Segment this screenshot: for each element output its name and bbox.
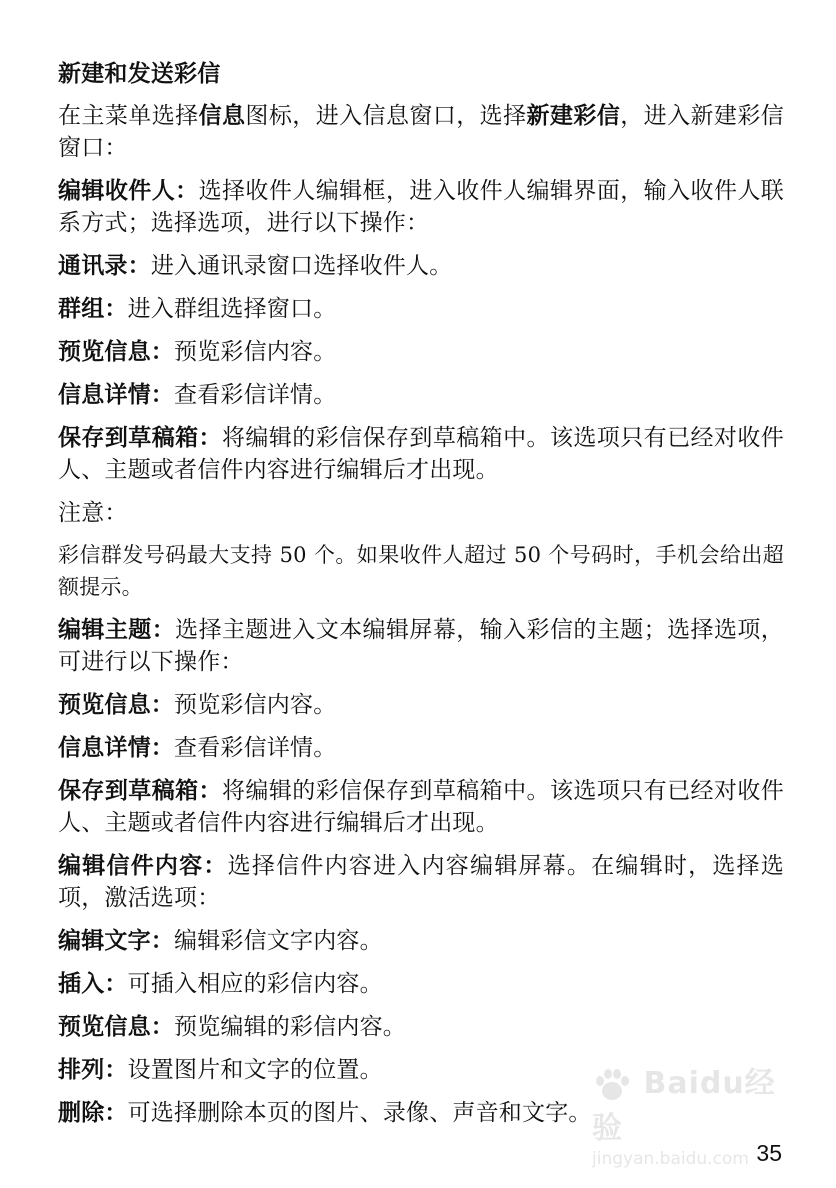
details-text-2: 查看彩信详情。 <box>174 735 337 761</box>
paw-icon <box>592 1067 632 1103</box>
insert-text: 可插入相应的彩信内容。 <box>127 971 383 997</box>
delete-term: 删除： <box>58 1100 128 1126</box>
insert-term: 插入： <box>58 971 128 997</box>
preview-text-1: 预览彩信内容。 <box>174 339 337 365</box>
edit-subject-paragraph <box>58 614 784 678</box>
intro-paragraph <box>58 100 784 164</box>
watermark-logo-text: Baidu经验 <box>592 1066 776 1146</box>
contacts-term: 通讯录： <box>58 253 151 279</box>
save-draft-text-2: 将编辑的彩信保存到草稿箱中。该选项只有已经对收件人、主题或者信件内容进行编辑后才出现。 <box>58 778 784 836</box>
note-body: 彩信群发号码最大支持 50 个。如果收件人超过 50 个号码时，手机会给出超额提示。 <box>58 543 784 599</box>
edit-recipient-paragraph <box>58 175 784 239</box>
contacts-text: 进入通讯录窗口选择收件人。 <box>150 253 453 279</box>
edit-recipient-term: 编辑收件人： <box>58 178 199 204</box>
arrange-text: 设置图片和文字的位置。 <box>127 1057 383 1083</box>
save-draft-term-1: 保存到草稿箱： <box>58 425 222 451</box>
delete-text: 可选择删除本页的图片、录像、声音和文字。 <box>127 1100 592 1126</box>
insert-paragraph <box>58 968 784 1000</box>
page-number: 35 <box>756 1140 782 1166</box>
section-heading: 新建和发送彩信 <box>58 61 221 87</box>
edit-text-paragraph <box>58 925 784 957</box>
edit-content-paragraph <box>58 850 784 914</box>
details-text-1: 查看彩信详情。 <box>174 382 337 408</box>
group-term: 群组： <box>58 296 128 322</box>
intro-term-info: 信息 <box>198 103 246 129</box>
watermark-logo <box>592 1058 792 1147</box>
intro-term-new-mms: 新建彩信 <box>526 103 621 129</box>
intro-part-1: 在主菜单选择 <box>58 103 199 129</box>
preview-term-3: 预览信息： <box>58 1014 174 1040</box>
details-term-1: 信息详情： <box>58 382 174 408</box>
edit-recipient-text: 选择收件人编辑框，进入收件人编辑界面，输入收件人联系方式；选择选项，进行以下操作： <box>58 178 784 236</box>
note-title: 注意： <box>58 500 128 526</box>
edit-text-term: 编辑文字： <box>58 928 174 954</box>
details-paragraph-2 <box>58 732 784 764</box>
preview-term-1: 预览信息： <box>58 339 174 365</box>
edit-subject-term: 编辑主题： <box>58 617 176 643</box>
edit-text-text: 编辑彩信文字内容。 <box>174 928 383 954</box>
contacts-paragraph <box>58 250 784 282</box>
edit-content-text: 选择信件内容进入内容编辑屏幕。在编辑时，选择选项，激活选项： <box>58 853 784 911</box>
group-paragraph <box>58 293 784 325</box>
arrange-term: 排列： <box>58 1057 128 1083</box>
preview-text-3: 预览编辑的彩信内容。 <box>174 1014 406 1040</box>
save-draft-paragraph-1 <box>58 422 784 486</box>
watermark-url: jingyan.baidu.com <box>592 1148 749 1169</box>
preview-paragraph-3 <box>58 1011 784 1043</box>
intro-part-3: ，进入新建彩信窗口： <box>58 103 784 161</box>
save-draft-term-2: 保存到草稿箱： <box>58 778 222 804</box>
intro-part-2: 图标，进入信息窗口，选择 <box>245 103 527 129</box>
document-page <box>58 58 784 1140</box>
group-text: 进入群组选择窗口。 <box>127 296 337 322</box>
preview-term-2: 预览信息： <box>58 692 174 718</box>
preview-paragraph-2 <box>58 689 784 721</box>
edit-subject-text: 选择主题进入文本编辑屏幕，输入彩信的主题；选择选项，可进行以下操作： <box>58 617 785 675</box>
preview-text-2: 预览彩信内容。 <box>174 692 337 718</box>
preview-paragraph-1 <box>58 336 784 368</box>
edit-content-term: 编辑信件内容： <box>58 853 228 879</box>
details-paragraph-1 <box>58 379 784 411</box>
save-draft-paragraph-2 <box>58 775 784 839</box>
details-term-2: 信息详情： <box>58 735 174 761</box>
save-draft-text-1: 将编辑的彩信保存到草稿箱中。该选项只有已经对收件人、主题或者信件内容进行编辑后才出现。 <box>58 425 784 483</box>
